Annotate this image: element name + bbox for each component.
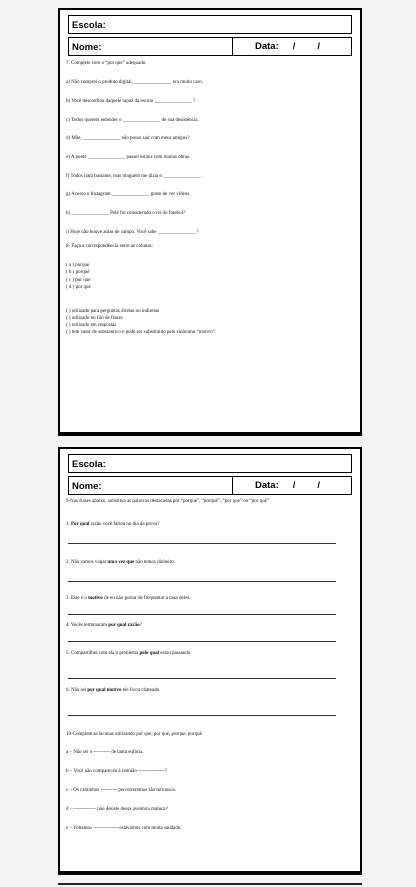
date-field: Data: / / bbox=[232, 37, 365, 56]
date-label: Data: bbox=[255, 41, 279, 52]
school-field bbox=[68, 454, 352, 473]
q10-item-b: b – Você não compareceu à reunião ----------------? bbox=[66, 769, 168, 774]
q7-item-b: b) Você desconfiou daquele rapaz da escola _______________ ? bbox=[66, 99, 196, 104]
page-bottom-border bbox=[58, 872, 362, 875]
question-7-title: 7. Complete com o “por que” adequado. bbox=[66, 61, 147, 66]
q9-sentence-1: 1. Por qual razão você faltou no dia da prova? bbox=[66, 522, 160, 527]
question-10-title: 10-Complete as lacunas utilizando por que, por quê, porque, porquê. bbox=[66, 732, 204, 737]
q8-match-2: ( ) utilizado no fim de frases bbox=[66, 316, 123, 321]
question-9-title: 9-Nas frases abaixo, substitua as palavras destacadas por “porque”, “porquê”, “por que” ou “por quê” bbox=[66, 499, 270, 504]
q8-option-d: ( d ) por quê bbox=[66, 285, 91, 290]
q7-item-a: a) Não comprei o produto digital, _______________ era muito caro. bbox=[66, 80, 204, 85]
q9-sentence-5: 5. Compartilhei com ela o problema pelo qual estou passando. bbox=[66, 651, 192, 656]
school-label: Escola: bbox=[72, 20, 106, 31]
worksheet-page-1 bbox=[58, 8, 362, 434]
q7-item-f: f) Todos riam bastante, mas ninguém me dizia o _______________ . bbox=[66, 174, 204, 179]
q9-sentence-4: 4. Vocês terminaram por qual razão? bbox=[66, 623, 142, 628]
name-date-field bbox=[68, 37, 352, 56]
q7-item-c: c) Todos querem entender o _______________ de sua desistência. bbox=[66, 118, 199, 123]
date-label: Data: bbox=[255, 480, 279, 491]
q9-sentence-6: 6. Não sei por qual motivo ele ficou chateado. bbox=[66, 688, 161, 693]
q9-sentence-3: 3. Este é o motivo de eu não gostar de frequentar a casa deles. bbox=[66, 596, 191, 601]
answer-line-3 bbox=[68, 614, 336, 615]
q10-item-e: e – Voltamos --------------- estávamos com muita saudade. bbox=[66, 826, 182, 831]
q7-item-d: d) Mãe, _______________ não posso sair com meus amigos? bbox=[66, 136, 190, 141]
question-8-title: 8- Faça a correspondência entre as colunas: bbox=[66, 244, 153, 249]
name-date-field bbox=[68, 476, 352, 495]
page-bottom-border bbox=[58, 433, 362, 436]
q8-option-b: ( b ) porquê bbox=[66, 270, 90, 275]
answer-line-1 bbox=[68, 543, 336, 544]
q8-option-c: ( c ) por que bbox=[66, 278, 91, 283]
q7-item-e: e) A ponte _______________ passei estava com muitas obras. bbox=[66, 155, 191, 160]
school-field bbox=[68, 15, 352, 34]
q9-sentence-2: 2. Não vamos viajar uma vez que não temos dinheiro. bbox=[66, 560, 176, 565]
q8-match-3: ( ) utilizado em respostas bbox=[66, 323, 117, 328]
q10-item-c: c – Os caminhos ---------- percorreremos são tortuosos. bbox=[66, 788, 176, 793]
q10-item-a: a – Não sei o ---------- de tanta euforia. bbox=[66, 750, 144, 755]
q10-item-d: d - -------------- não desiste dessa aventura maluca? bbox=[66, 807, 168, 812]
worksheet-page-2 bbox=[58, 447, 362, 873]
q7-item-h: h) _______________ Pelé foi considerado o rei do futebol? bbox=[66, 211, 186, 216]
answer-line-6 bbox=[68, 715, 336, 716]
answer-line-5 bbox=[68, 678, 336, 679]
answer-line-2 bbox=[68, 581, 336, 582]
q8-match-4: ( ) tem valor de substantivo e pode ser substituído pelo sinônimo “motivo” bbox=[66, 330, 216, 335]
q8-match-1: ( ) utilizado para perguntas diretas ou indiretas bbox=[66, 309, 160, 314]
date-field: Data: / / bbox=[232, 476, 365, 495]
q7-item-i: i) Hoje não houve aulas de campo. Você sabe _______________ ? bbox=[66, 230, 199, 235]
q8-option-a: ( a ) porque bbox=[66, 263, 90, 268]
school-label: Escola: bbox=[72, 459, 106, 470]
answer-line-4 bbox=[68, 641, 336, 642]
name-label: Nome: bbox=[72, 42, 102, 53]
next-page-edge bbox=[58, 883, 362, 885]
q7-item-g: g) Acesso o Instagram _______________ gosto de ver vídeos. bbox=[66, 192, 191, 197]
name-label: Nome: bbox=[72, 481, 102, 492]
